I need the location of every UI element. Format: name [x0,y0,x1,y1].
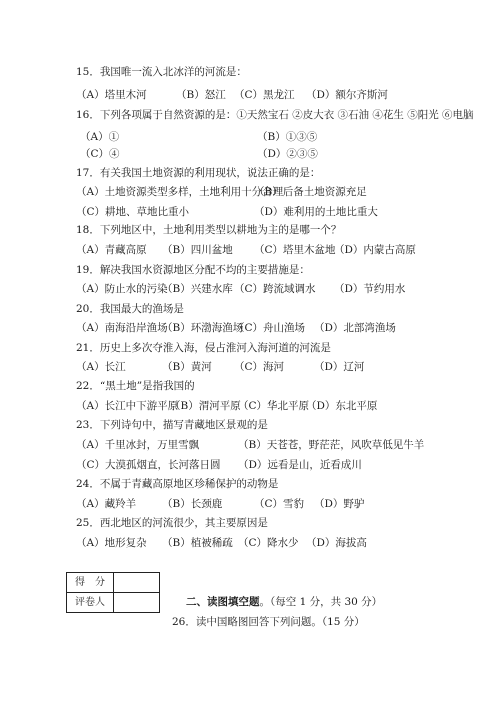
q16-option-c: （C）④ [80,148,120,160]
q20-option-d: （D）北部湾渔场 [314,322,396,334]
q23-option-b: （B）天苍苍，野茫茫，风吹草低见牛羊 [238,439,425,451]
q18-option-b: （B）四川盆地 [162,244,233,256]
q24-option-a: （A）藏羚羊 [76,498,137,510]
q16-option-b: （B）①③⑤ [257,131,318,143]
question-23-stem: 23．下列诗句中，描写青藏地区景观的是 [76,419,268,431]
question-20-stem: 20．我国最大的渔场是 [76,303,184,315]
score-label: 得 分 [67,573,114,593]
q21-option-b: （B）黄河 [162,361,212,373]
score-table [66,572,160,613]
q19-option-c: （C）跨流域调水 [234,283,316,295]
q19-option-d: （D）节约用水 [334,283,406,295]
question-15-stem: 15．我国唯一流入北冰洋的河流是： [76,66,247,78]
q23-option-c: （C）大漠孤烟直，长河落日圆 [76,459,221,471]
q18-option-d: （D）内蒙古高原 [334,244,416,256]
q22-option-d: （D）东北平原 [306,400,378,412]
q15-option-c: （C）黑龙江 [234,89,295,101]
q15-option-b: （B）怒江 [176,89,226,101]
q21-option-c: （C）海河 [234,361,285,373]
q17-option-b: （B）后备土地资源充足 [254,186,367,198]
q25-option-b: （B）植被稀疏 [162,537,233,549]
q21-option-a: （A）长江 [76,361,126,373]
q16-option-d: （D）②③⑤ [257,148,318,160]
question-19-stem: 19．解决我国水资源地区分配不均的主要措施是： [76,264,310,276]
q25-option-d: （D）海拔高 [306,537,367,549]
grader-value-cell [114,593,160,613]
q19-option-a: （A）防止水的污染 [76,283,168,295]
q21-option-d: （D）辽河 [314,361,365,373]
q23-option-a: （A）千里冰封，万里雪飘 [76,439,200,451]
q18-option-c: （C）塔里木盆地 [254,244,336,256]
question-25-stem: 25．西北地区的河流很少，其主要原因是 [76,517,268,529]
q22-option-c: （C）华北平原 [238,400,310,412]
grader-label: 评卷人 [67,593,114,613]
q17-option-d: （D）难利用的土地比重大 [254,206,378,218]
q22-option-b: （B）渭河平原 [170,400,241,412]
q20-option-b: （B）环渤海渔场 [162,322,244,334]
section-note: 。（每空 1 分，共 30 分） [259,596,383,608]
q23-option-d: （D）远看是山，近看成川 [238,459,362,471]
q24-option-b: （B）长颈鹿 [162,498,223,510]
question-16-stem: 16．下列各项属于自然资源的是：①天然宝石 ②皮大衣 ③石油 ④花生 ⑤阳光 ⑥电脑 [76,109,474,121]
score-value-cell [114,573,160,593]
q15-option-a: （A）塔里木河 [76,89,147,101]
q24-option-c: （C）雪豹 [254,498,305,510]
q16-option-a: （A）① [80,131,120,143]
question-26-stem: 26．读中国略图回答下列问题。（15 分） [172,616,365,628]
q22-option-a: （A）长江中下游平原 [76,400,179,412]
q18-option-a: （A）青藏高原 [76,244,147,256]
q19-option-b: （B）兴建水库 [162,283,233,295]
q25-option-c: （C）降水少 [238,537,299,549]
q17-option-c: （C）耕地、草地比重小 [76,206,190,218]
question-17-stem: 17．有关我国土地资源的利用现状，说法正确的是： [76,167,321,179]
q25-option-a: （A）地形复杂 [76,537,147,549]
section-title: 二、读图填空题 [186,596,260,608]
question-18-stem: 18．下列地区中，土地利用类型以耕地为主的是哪一个？ [76,224,342,236]
q15-option-d: （D）额尔齐斯河 [306,89,388,101]
q20-option-c: （C）舟山渔场 [234,322,306,334]
question-21-stem: 21．历史上多次夺淮入海，侵占淮河入海河道的河流是 [76,342,331,354]
q20-option-a: （A）南海沿岸渔场 [76,322,168,334]
question-24-stem: 24．不属于青藏高原地区珍稀保护的动物是 [76,478,279,490]
q17-option-a: （A）土地资源类型多样，土地利用十分合理 [76,186,284,198]
q24-option-d: （D）野驴 [314,498,365,510]
section-heading [186,597,382,608]
question-22-stem: 22．“黑土地”是指我国的 [76,380,195,392]
